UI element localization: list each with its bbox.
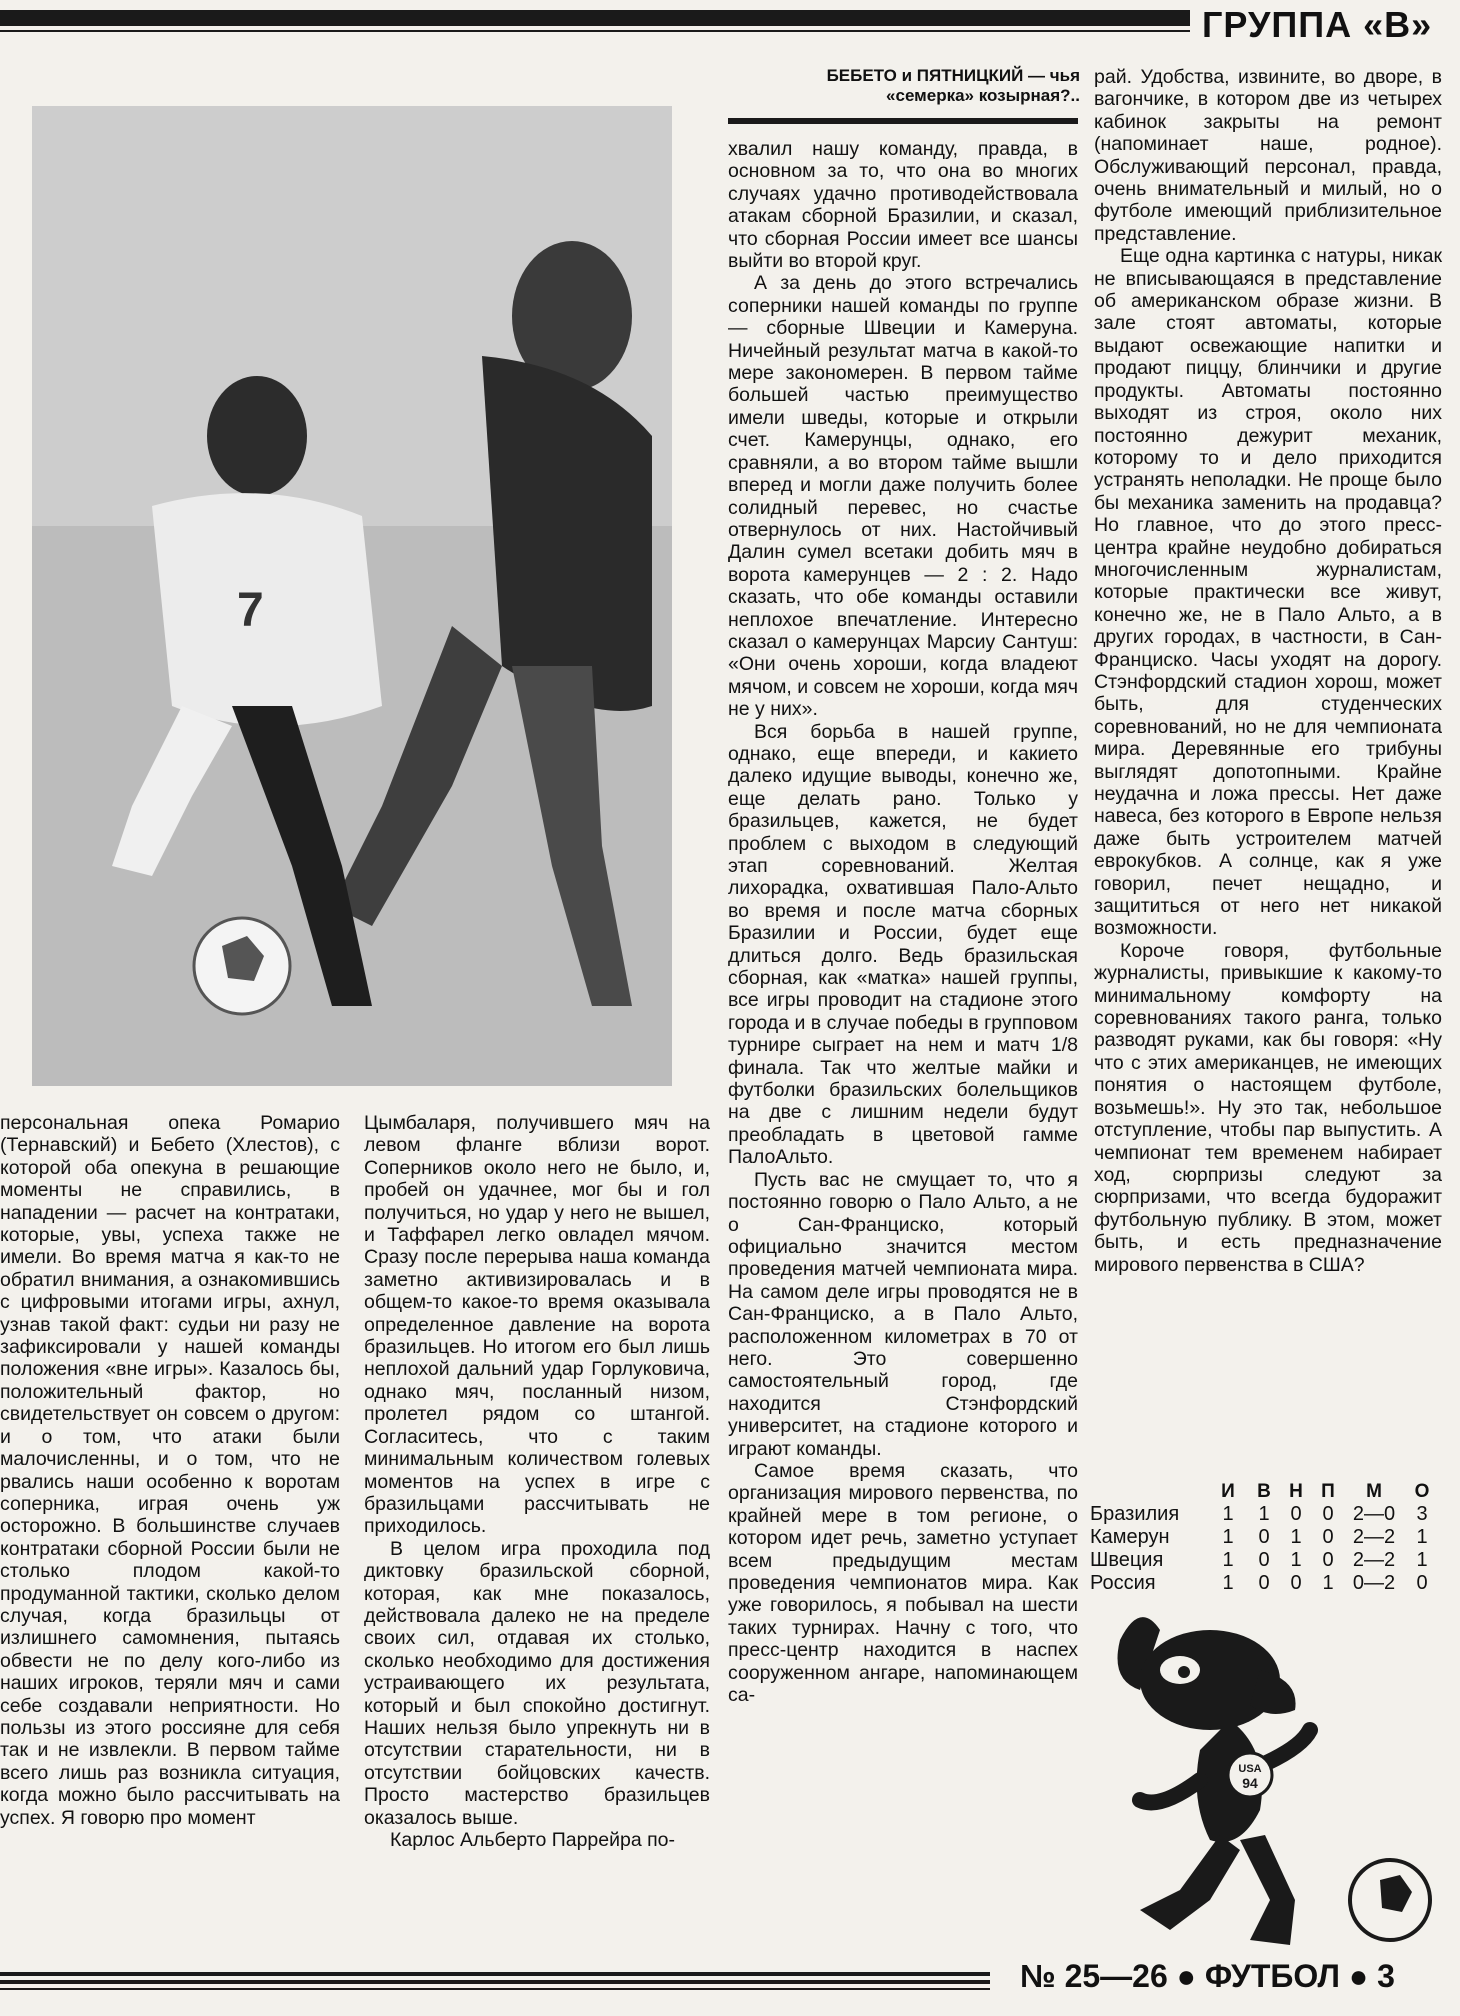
cell-losses: 0 (1322, 1549, 1334, 1571)
cell-wins: 0 (1258, 1526, 1270, 1548)
group-title: ГРУППА «В» (1202, 4, 1433, 45)
team-name: Россия (1090, 1572, 1156, 1594)
table-row (1090, 1549, 1440, 1572)
column-2-paragraph-2: В целом игра проходила под диктовку бразильской сборной, которая, как мне показалось, действовала далеко не на пределе своих сил, отдавая их столько, сколько необходимо для достижения устраивающего их результата, который и был спокойно достигнут. Наших нельзя было упрекнуть ни в отсутствии старательности, ни в отсутствии бойцовских качеств. Просто мастерство бразильцев оказалось выше. (364, 1537, 710, 1829)
cell-played: 1 (1222, 1549, 1234, 1571)
standings-header: М (1366, 1480, 1382, 1502)
column-1 (0, 1112, 340, 1829)
standings-header-row (1090, 1480, 1440, 1503)
cell-wins: 0 (1258, 1549, 1270, 1571)
column-3-paragraph-1: хвалил нашу команду, правда, в основном за то, что она во многих случаях удачно противодействовала атакам сборной Бразилии, и сказал, что сборная России имеет все шансы выйти во второй круг. (728, 138, 1078, 273)
cell-draws: 0 (1290, 1503, 1302, 1525)
cell-draws: 1 (1290, 1526, 1302, 1548)
players-illustration (32, 106, 672, 1086)
column-3-paragraph-3: Вся борьба в нашей группе, однако, еще впереди, и какието далеко идущие выводы, конечно же, еще делать рано. Только у бразильцев, кажется, не будет проблем с выходом в следующий этап соревнований. Желтая лихорадка, охватившая Пало-Альто во время и после матча сборных Бразилии и России, будет еще длиться долго. Ведь бразильская сборная, как «матка» нашей группы, все игры проводит на стадионе этого города и в случае победы в групповом турнире сыграет на нем и матч 1/8 финала. Так что желтые майки и футболки бразильских болельщиков на две с лишним недели будут преобладать в цветовой гамме ПалоАльто. (728, 720, 1078, 1169)
table-row (1090, 1526, 1440, 1549)
standings-header: О (1414, 1480, 1430, 1502)
footer-rule (0, 1988, 990, 1990)
cell-goals: 2—2 (1352, 1549, 1396, 1571)
headline-line2: «семерка» козырная?.. (886, 86, 1080, 105)
table-row (1090, 1572, 1440, 1595)
column-3 (728, 138, 1078, 1706)
footer-rule (0, 1972, 990, 1976)
cell-played: 1 (1222, 1526, 1234, 1548)
mascot-badge-year: 94 (1242, 1775, 1258, 1791)
cell-played: 1 (1222, 1503, 1234, 1525)
column-2-paragraph-3: Карлос Альберто Паррейра по- (390, 1829, 676, 1851)
standings-header: Н (1289, 1480, 1303, 1502)
headline (730, 66, 1080, 106)
column-4-paragraph-3: Короче говоря, футбольные журналисты, привыкшие к какому-то минимальному комфорту на соревнованиях такого ранга, только разводят руками, как бы говоря: «Ну что с этих американцев, не имеющих понятия о настоящем футболе, возьмешь!». Ну это так, небольшое отступление, чтобы пар выпустить. А чемпионат тем временем набирает ход, сюрпризы следуют за сюрпризами, что всегда будоражит футбольную публику. В этом, может быть, и есть предназначение мирового первенства в США? (1094, 939, 1442, 1276)
table-row (1090, 1503, 1440, 1526)
cell-goals: 2—2 (1352, 1526, 1396, 1548)
team-name: Швеция (1090, 1549, 1164, 1571)
team-name: Камерун (1090, 1526, 1170, 1548)
cell-points: 1 (1416, 1526, 1428, 1548)
column-4-paragraph-2: Еще одна картинка с натуры, никак не вписывающаяся в представление об американском образе жизни. В зале стоят автоматы, которые выдают освежающие напитки и продают пиццу, блинчики и другие продукты. Автоматы постоянно выходят из строя, около них постоянно дежурит механик, которому то и дело приходится устранять неполадки. Не проще было бы механика заменить на продавца? Но главное, что до этого пресс-центра крайне неудобно добираться многочисленным журналистам, которые практически все живут, конечно же, не в Пало Альто, а в других городах, в частности, в Сан-Франциско. Часы уходят на дорогу. Стэнфордский стадион хорош, может быть, для студенческих соревнований, но не для чемпионата мира. Деревянные его трибуны выглядят допотопными. Крайне неудачна и ложа прессы. Нет даже навеса, без которого в Европе нельзя даже быть устроителем матчей еврокубков. А солнце, как я уже говорил, печет нещадно, и защититься от него нет никакой возможности. (1094, 245, 1442, 940)
column-3-paragraph-4: Пусть вас не смущает то, что я постоянно говорю о Пало Альто, а не о Сан-Франциско, который официально значится местом проведения матчей чемпионата мира. На самом деле игры проводятся не в Сан-Франциско, а в Пало Альто, расположенном километрах в 70 от него. Это совершенно самостоятельный город, где находится Стэнфордский университет, на стадионе которого и играют команды. (728, 1168, 1078, 1460)
cell-wins: 0 (1258, 1572, 1270, 1594)
header-rule-thin (0, 30, 1190, 32)
standings-header: П (1321, 1480, 1335, 1502)
standings-header: В (1257, 1480, 1271, 1502)
page-footer (1020, 1958, 1395, 1995)
world-cup-mascot (1100, 1600, 1440, 1960)
headline-line1: БЕБЕТО и ПЯТНИЦКИЙ — чья (826, 66, 1080, 85)
cell-played: 1 (1222, 1572, 1234, 1594)
cell-goals: 0—2 (1352, 1572, 1396, 1594)
team-name: Бразилия (1090, 1503, 1180, 1525)
cell-wins: 1 (1258, 1503, 1270, 1525)
match-photo (32, 106, 672, 1086)
standings-header: И (1221, 1480, 1235, 1502)
issue-number: № 25—26 (1020, 1958, 1168, 1994)
cell-points: 1 (1416, 1549, 1428, 1571)
column-3-paragraph-2: А за день до этого встречались соперники нашей команды по группе — сборные Швеции и Камеруна. Ничейный результат матча в какой-то мере закономерен. В первом тайме большей частью преимущество имели шведы, которые и открыли счет. Камерунцы, однако, его сравняли, а во втором тайме вышли вперед и могли даже получить более солидный перевес, но счастье отвернулось от них. Настойчивый Далин сумел всетаки добить мяч в ворота камерунцев — 2 : 2. Надо сказать, что обе команды оставили неплохое впечатление. Интересно сказал о камерунцах Марсиу Сантуш: «Они очень хороши, когда владеют мячом, и совсем не хороши, когда мяч не у них». (728, 272, 1078, 721)
cell-draws: 1 (1290, 1549, 1302, 1571)
cell-losses: 1 (1322, 1572, 1334, 1594)
mascot-dog-icon (1100, 1600, 1440, 1960)
column-4 (1094, 66, 1442, 1276)
column-3-paragraph-5: Самое время сказать, что организация мирового первенства, по крайней мере в том регионе, о котором идет речь, заметно уступает всем предыдущим местам проведения чемпионатов мира. Как уже говорилось, я побывал на шести таких турнирах. Начну с того, что пресс-центр находится в наспех сооруженном ангаре, напоминающем са- (728, 1459, 1078, 1707)
bullet-icon: ● (1348, 1958, 1369, 1994)
svg-text:7: 7 (237, 584, 264, 637)
newspaper-name: ФУТБОЛ (1204, 1958, 1340, 1994)
standings-table (1090, 1480, 1440, 1595)
cell-points: 3 (1416, 1503, 1428, 1525)
column-4-paragraph-1: рай. Удобства, извините, во дворе, в вагончике, в котором две из четырех кабинок закрыты на ремонт (напоминает наше, родное). Обслуживающий персонал, правда, очень внимательный и милый, но о футболе имеющий приблизительное представление. (1094, 66, 1442, 245)
header-rule (0, 10, 1190, 26)
headline-rule (728, 118, 1078, 124)
page-number: 3 (1377, 1958, 1395, 1994)
column-1-text: персональная опека Ромарио (Тернавский) и Бебето (Хлестов), с которой оба опекуна в решающие моменты не справились, в нападении — расчет на контратаки, которые, увы, успеха также не имели. Во время матча я как-то не обратил внимания, а ознакомившись с цифровыми итогами игры, ахнул, узнав такой факт: судьи ни разу не зафиксировали у нашей команды положения «вне игры». Казалось бы, положительный фактор, но свидетельствует он совсем о другом: и о том, что атаки были малочисленны, и о том, что не рвались наши особенно к воротам соперника, играя очень уж осторожно. В большинстве случаев контратаки сборной России были не столько плодом какой-то продуманной тактики, сколько делом случая, когда бразильцы от излишнего самомнения, пытаясь обвести не по делу кого-либо из наших игроков, теряли мяч и сами себе создавали неприятности. Но пользы из этого россияне для себя так и не извлекли. В первом тайме всего лишь раз возникла ситуация, когда можно было рассчитывать на успех. Я говорю про момент (0, 1112, 340, 1829)
column-2 (364, 1112, 710, 1851)
mascot-badge-text: USA (1238, 1763, 1262, 1775)
column-2-text: Цымбаларя, получившего мяч на левом фланге вблизи ворот. Соперников около него не было, и, пробей он удачнее, мог бы и гол получиться, но удар у него не вышел, и Таффарел легко овладел мячом. Сразу после перерыва наша команда заметно активизировалась и в общем-то какое-то время оказывала определенное давление на ворота бразильцев. Но итогом его был лишь неплохой дальний удар Горлуковича, однако мяч, посланный низом, пролетел рядом со штангой. Согласитесь, что с таким минимальным количеством голевых моментов на успех в игре с бразильцами рассчитывать не приходилось. (364, 1112, 710, 1538)
cell-goals: 2—0 (1352, 1503, 1396, 1525)
cell-draws: 0 (1290, 1572, 1302, 1594)
bullet-icon: ● (1176, 1958, 1196, 1994)
footer-rule (0, 1980, 990, 1984)
cell-points: 0 (1416, 1572, 1428, 1594)
cell-losses: 0 (1322, 1526, 1334, 1548)
cell-losses: 0 (1322, 1503, 1334, 1525)
